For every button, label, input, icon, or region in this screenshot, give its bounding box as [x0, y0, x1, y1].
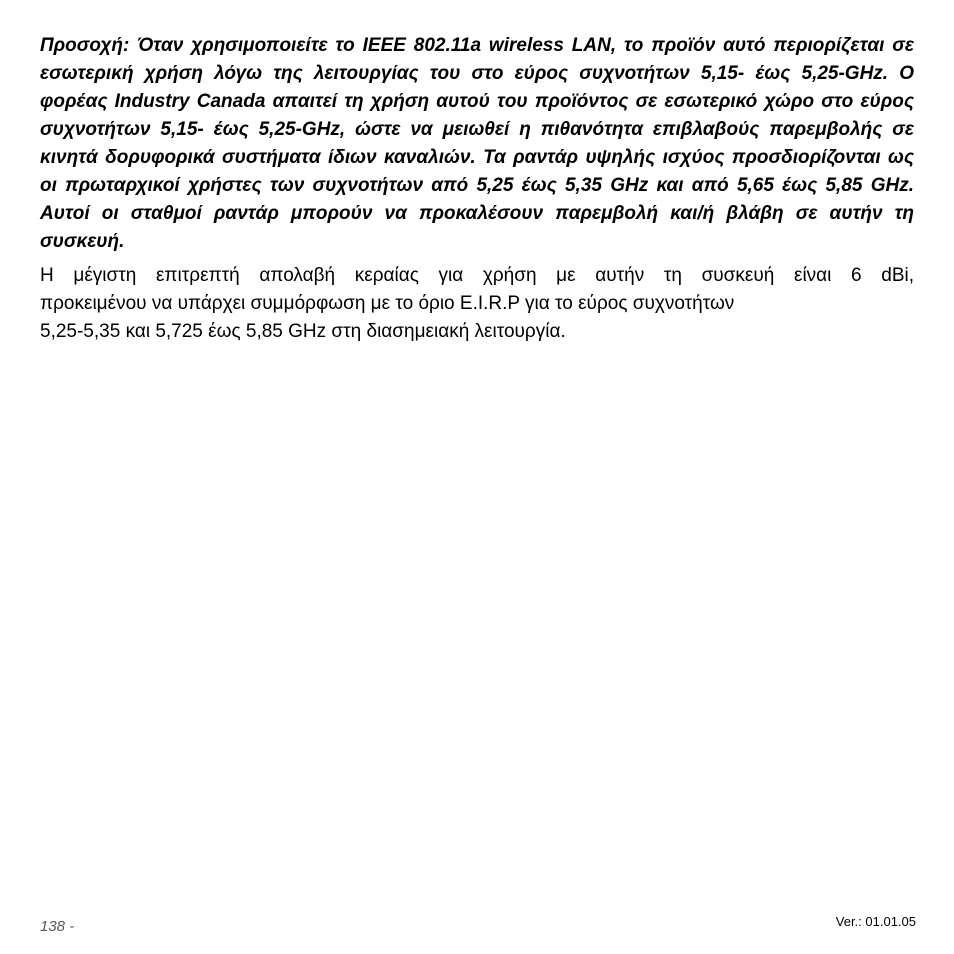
page-number: 138 - [40, 918, 75, 935]
antenna-gain-line-3: 5,25-5,35 και 5,725 έως 5,85 GHz στη διασημειακή λειτουργία. [40, 321, 566, 342]
antenna-gain-line-1: Η μέγιστη επιτρεπτή απολαβή κεραίας για χρήση με αυτήν τη συσκευή είναι 6 dBi, [40, 265, 914, 286]
document-page [40, 32, 914, 346]
warning-paragraph: Προσοχή: Όταν χρησιμοποιείτε το IEEE 802.11a wireless LAN, το προϊόν αυτό περιορίζεται σε εσωτερική χρήση λόγω της λειτουργίας του στο εύρος συχνοτήτων 5,15- έως 5,25-GHz. Ο φορέας Industry Canada απαιτεί τη χρήση αυτού του προϊόντος σε εσωτερικό χώρο στο εύρος συχνοτήτων 5,15- έως 5,25-GHz, ώστε να μειωθεί η πιθανότητα επιβλαβούς παρεμβολής σε κινητά δορυφορικά συστήματα ίδιων καναλιών. Τα ραντάρ υψηλής ισχύος προσδιορίζονται ως οι πρωταρχικοί χρήστες των συχνοτήτων από 5,25 έως 5,35 GHz και από 5,65 έως 5,85 GHz. Αυτοί οι σταθμοί ραντάρ μπορούν να προκαλέσουν παρεμβολή και/ή βλάβη σε αυτήν τη συσκευή. [40, 35, 914, 252]
antenna-gain-paragraph [40, 262, 914, 346]
antenna-gain-line-2: προκειμένου να υπάρχει συμμόρφωση με το όριο E.I.R.P για το εύρος συχνοτήτων [40, 293, 735, 314]
version-label: Ver.: 01.01.05 [835, 914, 916, 929]
